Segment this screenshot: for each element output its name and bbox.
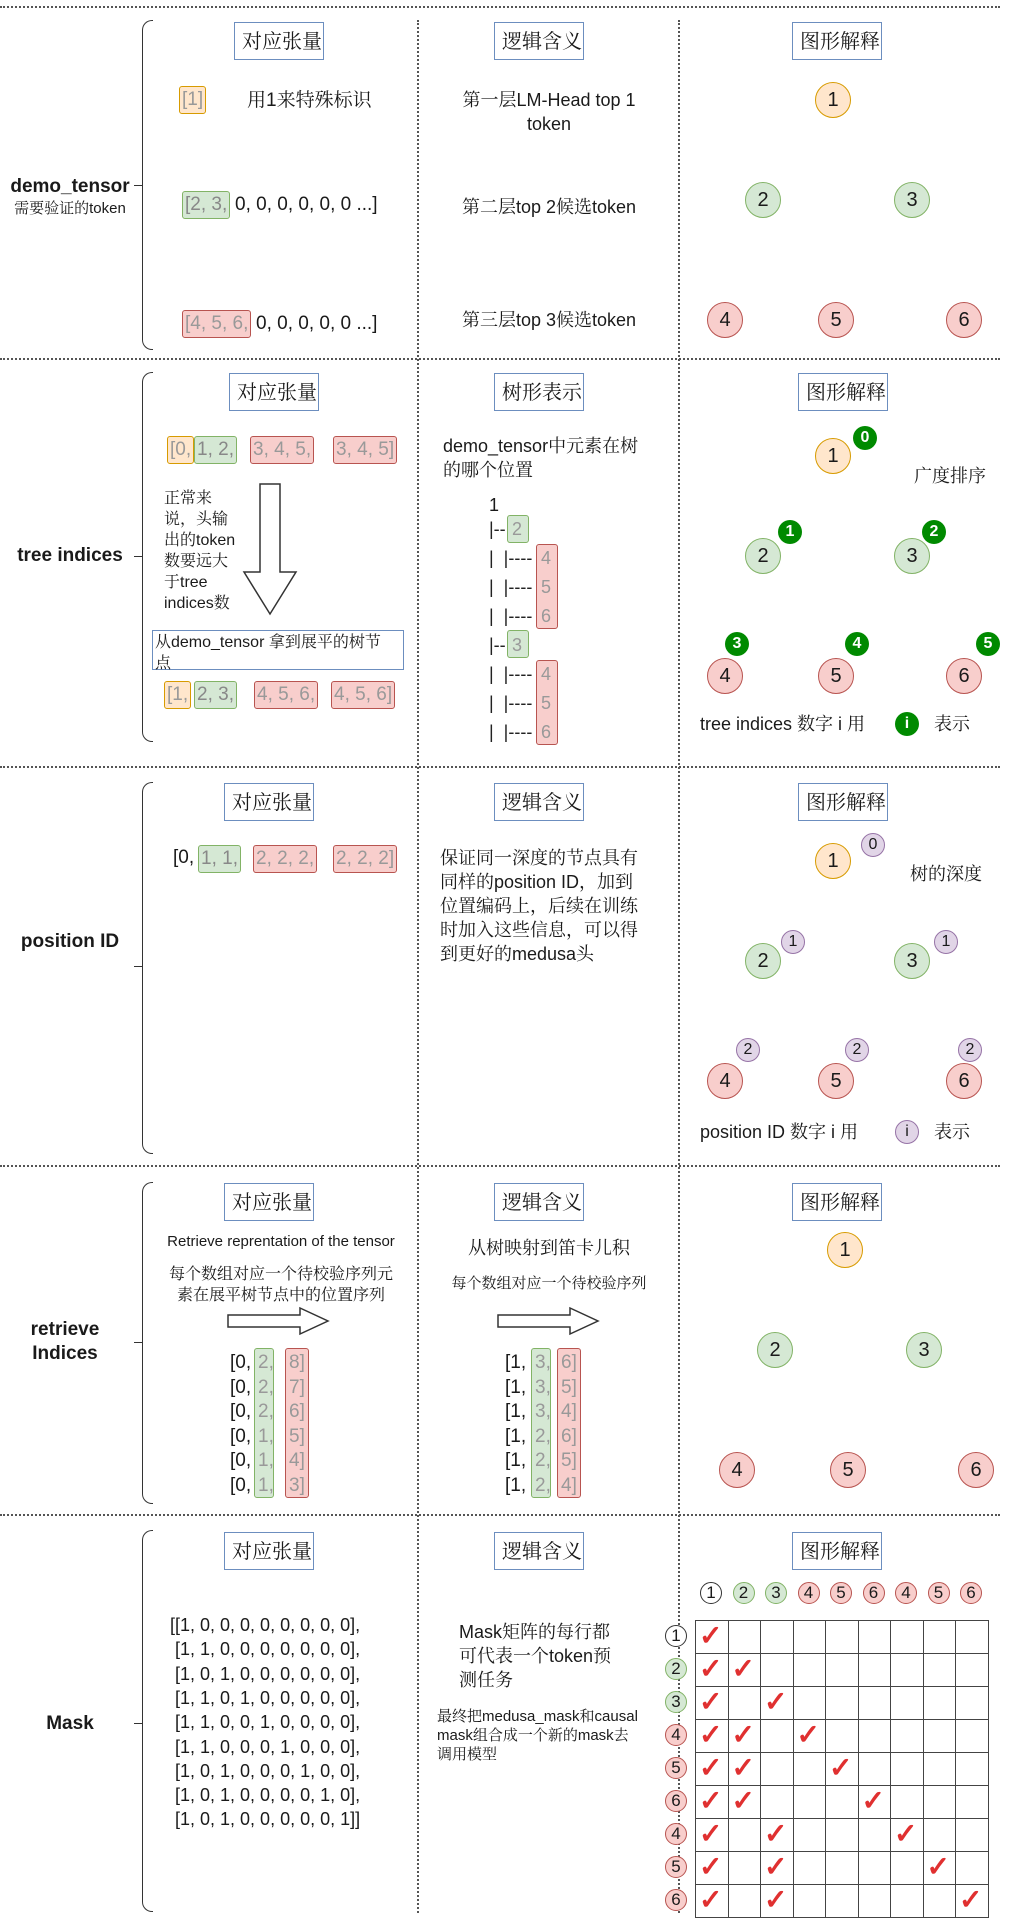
node-5: 5 — [818, 658, 854, 694]
check-icon: ✓ — [829, 1752, 853, 1783]
bracket-position — [142, 782, 153, 1154]
grid-row-label: 2 — [665, 1658, 687, 1680]
header-logic: 逻辑含义 — [494, 783, 584, 821]
mask-cell — [890, 1653, 924, 1687]
retrieve-cell: 1, — [258, 1425, 274, 1447]
mask-matrix-row: [1, 1, 0, 0, 0, 1, 0, 0, 0], — [170, 1736, 361, 1757]
header-graphic: 图形解释 — [798, 783, 888, 821]
retrieve-cell: 4] — [289, 1450, 305, 1471]
retrieve-cell: 1, — [258, 1450, 274, 1471]
mask-cell — [793, 1818, 827, 1852]
retrieve-logic-cell: [1, — [505, 1376, 527, 1398]
mask-cell — [923, 1653, 957, 1687]
header-logic: 逻辑含义 — [494, 1183, 584, 1221]
check-icon: ✓ — [764, 1851, 788, 1882]
logic-layer-1: 第一层LM-Head top 1 token — [462, 90, 636, 134]
tree-index-tag: 4 — [845, 632, 869, 656]
retrieve-note-cn: 每个数组对应一个待校验序列元 素在展平树节点中的位置序列 — [168, 1266, 393, 1304]
tree-seg-1: 1, 2, — [194, 436, 237, 464]
retrieve-logic-cell: [1, — [505, 1450, 527, 1471]
check-icon: ✓ — [731, 1653, 755, 1684]
bracket-tree — [142, 372, 153, 742]
mask-cell — [955, 1851, 989, 1885]
separator-1 — [0, 358, 1000, 360]
tree-value: 4 — [541, 548, 552, 568]
mask-cell — [923, 1620, 957, 1654]
pos-legend-icon: i — [895, 1120, 919, 1144]
column-divider-1 — [417, 20, 419, 1913]
tree-value: 6 — [541, 722, 552, 742]
retrieve-logic-cell: 6] — [561, 1352, 577, 1373]
retrieve-cell: 6] — [289, 1401, 305, 1422]
check-icon: ✓ — [731, 1785, 755, 1816]
retrieve-cell: [0, — [230, 1352, 252, 1373]
node-6: 6 — [946, 302, 982, 338]
grid-row-label: 3 — [665, 1691, 687, 1713]
bracket-notch — [134, 556, 142, 557]
grid-column-label: 4 — [895, 1582, 917, 1604]
pos-seg-0: [0, — [173, 847, 195, 868]
tensor-box-2: [2, 3, — [182, 191, 230, 219]
check-icon: ✓ — [699, 1884, 723, 1915]
grid-column-label: 6 — [863, 1582, 885, 1604]
tree-legend-pre: tree indices 数字 i 用 — [700, 714, 866, 734]
node-1: 1 — [815, 843, 851, 879]
retrieve-logic-cell: 4] — [561, 1474, 577, 1496]
header-tensor: 对应张量 — [224, 783, 314, 821]
tree-branch: |-- — [489, 519, 506, 539]
grid-column-label: 5 — [830, 1582, 852, 1604]
retrieve-cell: 2, — [258, 1352, 274, 1373]
header-tensor: 对应张量 — [224, 1183, 314, 1221]
mask-matrix-row: [1, 1, 0, 0, 1, 0, 0, 0, 0], — [170, 1712, 361, 1733]
tree-branch: | |---- — [489, 548, 533, 568]
node-2: 2 — [757, 1332, 793, 1368]
retrieve-logic-cell: 2, — [535, 1450, 551, 1471]
tree-index-tag: 3 — [725, 632, 749, 656]
header-graphic: 图形解释 — [792, 1183, 882, 1221]
mask-cell — [825, 1653, 859, 1687]
check-icon: ✓ — [764, 1686, 788, 1717]
bracket-notch — [134, 966, 142, 967]
mask-matrix-row: [1, 0, 1, 0, 0, 0, 1, 0, 0], — [170, 1760, 361, 1781]
grid-column-label: 5 — [928, 1582, 950, 1604]
mask-cell — [793, 1620, 827, 1654]
mask-cell — [858, 1818, 892, 1852]
mask-cell — [793, 1785, 827, 1819]
header-graphic: 图形解释 — [798, 373, 888, 411]
retrieve-logic-cell: [1, — [505, 1474, 527, 1496]
tree-index-tag: 5 — [976, 632, 1000, 656]
flat-seg-2: 4, 5, 6, — [254, 681, 318, 709]
tree-index-tag: 0 — [853, 426, 877, 450]
header-graphic: 图形解释 — [792, 22, 882, 60]
pos-legend-pre: position ID 数字 i 用 — [700, 1122, 859, 1142]
retrieve-logic-cell: 5] — [561, 1376, 577, 1398]
tree-value: 2 — [512, 519, 523, 539]
tensor-box-3: [4, 5, 6, — [182, 310, 251, 338]
check-icon: ✓ — [699, 1653, 723, 1684]
mask-cell — [728, 1851, 762, 1885]
check-icon: ✓ — [861, 1785, 885, 1816]
retrieve-cell: [0, — [230, 1425, 252, 1447]
mask-cell — [825, 1719, 859, 1753]
tree-branch: | |---- — [489, 606, 533, 626]
mask-cell — [825, 1851, 859, 1885]
grid-column-label: 1 — [700, 1582, 722, 1604]
grid-row-label: 4 — [665, 1724, 687, 1746]
node-3: 3 — [894, 943, 930, 979]
position-id-tag: 2 — [958, 1038, 982, 1062]
retrieve-logic-cell: 2, — [535, 1425, 551, 1447]
mask-cell — [760, 1752, 794, 1786]
tree-seg-2: 3, 4, 5, — [250, 436, 314, 464]
tree-branch: | |---- — [489, 664, 533, 684]
position-id-tag: 0 — [861, 833, 885, 857]
tree-value: 5 — [541, 693, 552, 713]
mask-cell — [923, 1719, 957, 1753]
node-2: 2 — [745, 182, 781, 218]
tree-root: 1 — [489, 495, 500, 515]
check-icon: ✓ — [699, 1818, 723, 1849]
tree-index-tag: 1 — [778, 520, 802, 544]
position-id-tag: 1 — [781, 930, 805, 954]
flat-seg-3: 4, 5, 6] — [331, 681, 395, 709]
mask-matrix-row: [1, 0, 1, 0, 0, 0, 0, 1, 0], — [170, 1785, 361, 1806]
mask-cell — [728, 1620, 762, 1654]
row-label-retrieve-indices: retrieve Indices — [30, 1319, 100, 1364]
retrieve-logic-cell: 4] — [561, 1401, 577, 1422]
retrieve-logic-cell: [1, — [505, 1401, 527, 1422]
check-icon: ✓ — [699, 1851, 723, 1882]
grid-column-label: 4 — [798, 1582, 820, 1604]
mask-logic: Mask矩阵的每行都 可代表一个token预 测任务 — [459, 1622, 612, 1690]
mask-matrix-row: [[1, 0, 0, 0, 0, 0, 0, 0, 0], — [170, 1615, 361, 1635]
header-graphic: 图形解释 — [792, 1532, 882, 1570]
check-icon: ✓ — [926, 1851, 950, 1882]
check-icon: ✓ — [699, 1620, 723, 1651]
node-3: 3 — [906, 1332, 942, 1368]
tree-value: 3 — [512, 635, 523, 655]
retrieve-cell: [0, — [230, 1401, 252, 1422]
retrieve-logic-cell: 6] — [561, 1425, 577, 1447]
mask-cell — [890, 1785, 924, 1819]
pos-logic: 保证同一深度的节点具有 同样的position ID，加到 位置编码上，后续在训练 时加入这些信息，可以得 到更好的medusa头 — [440, 848, 638, 964]
mask-cell — [858, 1719, 892, 1753]
mask-cell — [955, 1752, 989, 1786]
retrieve-cell: 7] — [289, 1376, 305, 1398]
check-icon: ✓ — [699, 1686, 723, 1717]
mask-cell — [793, 1752, 827, 1786]
mask-matrix-row: [1, 0, 1, 0, 0, 0, 0, 0, 0], — [170, 1663, 361, 1684]
mask-cell — [923, 1785, 957, 1819]
tree-legend-post: 表示 — [934, 714, 970, 734]
tree-value: 5 — [541, 577, 552, 597]
tree-index-tag: 2 — [922, 520, 946, 544]
separator-2 — [0, 766, 1000, 768]
header-logic: 逻辑含义 — [494, 1532, 584, 1570]
mask-cell — [825, 1785, 859, 1819]
mask-cell — [858, 1620, 892, 1654]
mask-matrix-row: [1, 0, 1, 0, 0, 0, 0, 0, 1]] — [170, 1809, 361, 1830]
separator-4 — [0, 1514, 1000, 1516]
bracket-retrieve — [142, 1182, 153, 1504]
mask-cell — [955, 1686, 989, 1720]
node-6: 6 — [946, 1063, 982, 1099]
row-label-tree-indices: tree indices — [17, 545, 123, 566]
separator-top — [0, 6, 1000, 8]
tree-note: demo_tensor中元素在树 的哪个位置 — [443, 436, 639, 480]
node-4: 4 — [719, 1452, 755, 1488]
tensor-box-1: [1] — [179, 86, 206, 114]
retrieve-logic-cell: 2, — [535, 1474, 551, 1496]
tree-seg-3: 3, 4, 5] — [333, 436, 397, 464]
retrieve-logic-cell: [1, — [505, 1352, 527, 1373]
node-1: 1 — [815, 438, 851, 474]
header-logic: 逻辑含义 — [494, 22, 584, 60]
down-arrow-icon — [240, 482, 300, 618]
grid-row-label: 6 — [665, 1790, 687, 1812]
retrieve-logic-cell: 3, — [535, 1352, 551, 1373]
position-id-tag: 2 — [845, 1038, 869, 1062]
tensor-text-1: 用1来特殊标识 — [247, 90, 372, 111]
tree-branch: | |---- — [489, 577, 533, 597]
bracket-mask — [142, 1530, 153, 1912]
node-5: 5 — [818, 1063, 854, 1099]
grid-column-label: 2 — [733, 1582, 755, 1604]
mask-cell — [793, 1686, 827, 1720]
header-tensor: 对应张量 — [229, 373, 319, 411]
node-6: 6 — [958, 1452, 994, 1488]
depth-note: 树的深度 — [910, 864, 982, 884]
node-6: 6 — [946, 658, 982, 694]
mask-logic-2: 最终把medusa_mask和causal mask组合成一个新的mask去 调用模型 — [437, 1708, 638, 1763]
mask-cell — [923, 1686, 957, 1720]
logic-layer-2: 第二层top 2候选token — [461, 197, 637, 217]
bfs-note: 广度排序 — [914, 466, 986, 486]
node-5: 5 — [830, 1452, 866, 1488]
node-3: 3 — [894, 538, 930, 574]
mask-cell — [825, 1686, 859, 1720]
retrieve-cell: [0, — [230, 1474, 252, 1496]
flat-seg-0: [1, — [164, 681, 191, 709]
check-icon: ✓ — [699, 1752, 723, 1783]
mask-cell — [858, 1686, 892, 1720]
position-id-tag: 2 — [736, 1038, 760, 1062]
demo-tensor-subtitle: 需要验证的token — [14, 200, 126, 217]
header-tensor: 对应张量 — [224, 1532, 314, 1570]
check-icon: ✓ — [764, 1818, 788, 1849]
mask-cell — [760, 1653, 794, 1687]
mask-cell — [858, 1851, 892, 1885]
header-tree: 树形表示 — [494, 373, 584, 411]
node-4: 4 — [707, 1063, 743, 1099]
tree-value: 6 — [541, 606, 552, 626]
mask-cell — [793, 1851, 827, 1885]
node-4: 4 — [707, 302, 743, 338]
pos-legend-post: 表示 — [934, 1122, 970, 1142]
retrieve-logic-cell: [1, — [505, 1425, 527, 1447]
retrieve-cell: 3] — [289, 1474, 305, 1496]
mask-cell — [955, 1785, 989, 1819]
check-icon: ✓ — [699, 1785, 723, 1816]
row-label-demo-tensor — [6, 175, 134, 219]
mask-cell — [955, 1653, 989, 1687]
position-id-tag: 1 — [934, 930, 958, 954]
grid-row-label: 1 — [665, 1625, 687, 1647]
node-5: 5 — [818, 302, 854, 338]
grid-row-label: 5 — [665, 1757, 687, 1779]
pos-seg-3: 2, 2, 2] — [333, 845, 397, 873]
tree-legend-icon: i — [895, 712, 919, 736]
check-icon: ✓ — [699, 1719, 723, 1750]
retrieve-cell: 5] — [289, 1425, 305, 1447]
bracket-demo — [142, 20, 153, 350]
mask-cell — [858, 1653, 892, 1687]
mask-cell — [760, 1785, 794, 1819]
mask-cell — [890, 1620, 924, 1654]
grid-row-label: 4 — [665, 1823, 687, 1845]
node-4: 4 — [707, 658, 743, 694]
node-1: 1 — [815, 82, 851, 118]
flat-seg-1: 2, 3, — [194, 681, 237, 709]
flat-note-box: 从demo_tensor 拿到展平的树节 点 — [152, 630, 404, 670]
mask-cell — [955, 1620, 989, 1654]
logic-layer-3: 第三层top 3候选token — [461, 310, 637, 330]
mask-cell — [890, 1719, 924, 1753]
grid-row-label: 5 — [665, 1856, 687, 1878]
tree-value: 4 — [541, 664, 552, 684]
retrieve-logic-cell: 5] — [561, 1450, 577, 1471]
mask-cell — [825, 1818, 859, 1852]
node-2: 2 — [745, 943, 781, 979]
separator-3 — [0, 1165, 1000, 1167]
mask-cell — [955, 1719, 989, 1753]
bracket-notch — [134, 1723, 142, 1724]
arrow-note: 正常来 说，头输 出的token 数要远大 于tree indices数 — [164, 490, 236, 612]
mask-cell — [890, 1752, 924, 1786]
node-1: 1 — [827, 1232, 863, 1268]
tree-branch: | |---- — [489, 722, 533, 742]
check-icon: ✓ — [894, 1818, 918, 1849]
mask-cell — [728, 1818, 762, 1852]
right-arrow-icon — [226, 1306, 332, 1336]
retrieve-cell: 8] — [289, 1352, 305, 1373]
retrieve-cell: 2, — [258, 1376, 274, 1398]
check-icon: ✓ — [796, 1719, 820, 1750]
grid-row-label: 6 — [665, 1889, 687, 1911]
mask-cell — [923, 1752, 957, 1786]
mask-matrix-row: [1, 1, 0, 1, 0, 0, 0, 0, 0], — [170, 1687, 361, 1708]
mask-cell — [890, 1851, 924, 1885]
header-tensor: 对应张量 — [234, 22, 324, 60]
node-3: 3 — [894, 182, 930, 218]
row-label-position-id: position ID — [20, 931, 120, 952]
mask-matrix-row: [1, 1, 0, 0, 0, 0, 0, 0, 0], — [170, 1639, 361, 1660]
demo-tensor-title: demo_tensor — [10, 176, 130, 197]
mask-cell — [793, 1653, 827, 1687]
tensor-text-3: 0, 0, 0, 0, 0 ...] — [256, 313, 378, 334]
retrieve-cell: [0, — [230, 1376, 252, 1398]
mask-cell — [890, 1686, 924, 1720]
bracket-notch — [134, 1342, 142, 1343]
grid-column-label: 6 — [960, 1582, 982, 1604]
mask-cell — [923, 1818, 957, 1852]
mask-cell — [728, 1686, 762, 1720]
retrieve-logic-note: 每个数组对应一个待校验序列 — [451, 1275, 647, 1292]
check-icon: ✓ — [731, 1752, 755, 1783]
mask-cell — [825, 1620, 859, 1654]
mask-cell — [760, 1719, 794, 1753]
mask-cell — [858, 1752, 892, 1786]
tensor-text-2: 0, 0, 0, 0, 0, 0 ...] — [235, 194, 378, 215]
retrieve-note-en: Retrieve reprentation of the tensor — [167, 1233, 395, 1250]
grid-column-label: 3 — [765, 1582, 787, 1604]
retrieve-cell: 2, — [258, 1401, 274, 1422]
retrieve-cell: [0, — [230, 1450, 252, 1471]
right-arrow-icon — [496, 1306, 602, 1336]
row-label-mask: Mask — [46, 1713, 94, 1734]
retrieve-cell: 1, — [258, 1474, 274, 1496]
tree-seg-0: [0, — [167, 436, 194, 464]
pos-seg-2: 2, 2, 2, — [253, 845, 317, 873]
retrieve-logic-cell: 3, — [535, 1401, 551, 1422]
check-icon: ✓ — [764, 1884, 788, 1915]
node-2: 2 — [745, 538, 781, 574]
mask-cell — [955, 1818, 989, 1852]
retrieve-logic-cell: 3, — [535, 1376, 551, 1398]
check-icon: ✓ — [731, 1719, 755, 1750]
tree-branch: |-- — [489, 635, 506, 655]
check-icon: ✓ — [959, 1884, 983, 1915]
retrieve-logic-title: 从树映射到笛卡儿积 — [468, 1238, 630, 1258]
pos-seg-1: 1, 1, — [198, 845, 241, 873]
bracket-notch — [134, 185, 142, 186]
mask-cell — [760, 1620, 794, 1654]
tree-branch: | |---- — [489, 693, 533, 713]
